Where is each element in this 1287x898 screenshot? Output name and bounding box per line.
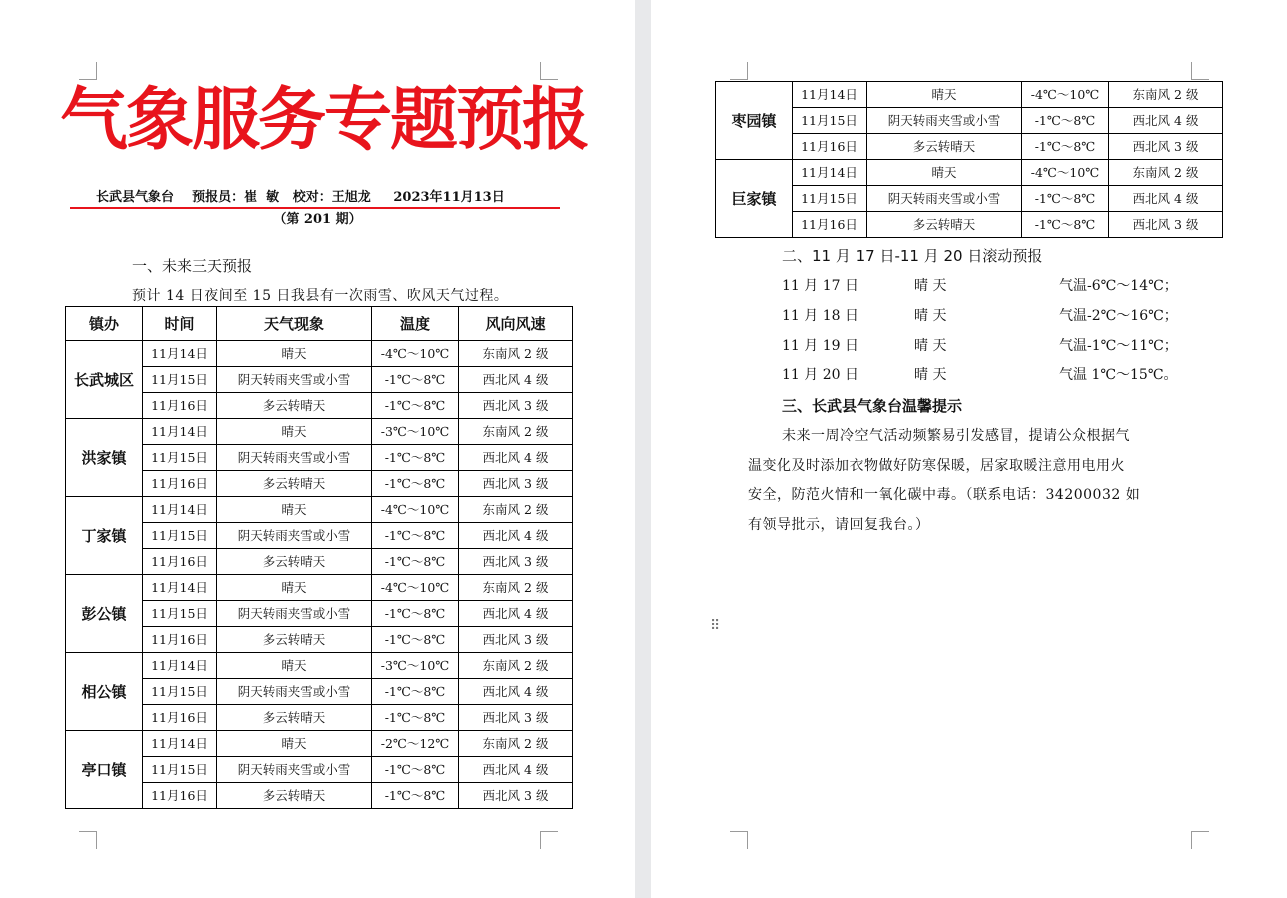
table-row <box>716 160 1223 186</box>
table-row <box>66 705 573 731</box>
rolling-temperature: 气温 1℃～15℃。 <box>1059 367 1178 383</box>
temperature-cell: -1℃～8℃ <box>372 601 459 627</box>
town-cell: 长武城区 <box>66 341 143 419</box>
table-row <box>66 497 573 523</box>
forecast-table <box>65 306 573 809</box>
tip-line: 温变化及时添加衣物做好防寒保暖，居家取暖注意用电用火 <box>748 458 1125 474</box>
temperature-cell: -1℃～8℃ <box>372 445 459 471</box>
wind-cell: 西北风 4 级 <box>1109 108 1223 134</box>
table-row <box>66 367 573 393</box>
weather-cell: 多云转晴天 <box>217 471 372 497</box>
temperature-cell: -1℃～8℃ <box>372 523 459 549</box>
table-header-row <box>66 307 573 341</box>
date-cell: 11月16日 <box>793 212 867 238</box>
temperature-cell: -1℃～8℃ <box>372 705 459 731</box>
tip-line: 安全，防范火情和一氧化碳中毒。（联系电话：34200032 如 <box>748 487 1141 503</box>
table-row <box>66 783 573 809</box>
table-row <box>66 471 573 497</box>
weather-cell: 多云转晴天 <box>217 549 372 575</box>
table-row <box>66 679 573 705</box>
weather-cell: 阴天转雨夹雪或小雪 <box>217 367 372 393</box>
forecast-table-body-continued <box>716 82 1223 238</box>
rolling-temperature: 气温-6℃～14℃； <box>1059 278 1178 294</box>
table-row <box>716 82 1223 108</box>
temperature-cell: -3℃～10℃ <box>372 653 459 679</box>
byline: 长武县气象台 预报员：崔 敏 校对：王旭龙 2023年11月13日 <box>96 190 505 205</box>
weather-cell: 晴天 <box>217 341 372 367</box>
wind-cell: 西北风 3 级 <box>459 549 573 575</box>
rolling-date: 11 月 19 日 <box>782 338 859 354</box>
town-cell: 相公镇 <box>66 653 143 731</box>
date-cell: 11月14日 <box>143 575 217 601</box>
rolling-date: 11 月 20 日 <box>782 367 859 383</box>
date-cell: 11月15日 <box>793 186 867 212</box>
weather-cell: 阴天转雨夹雪或小雪 <box>217 757 372 783</box>
date-cell: 11月16日 <box>143 549 217 575</box>
weather-cell: 多云转晴天 <box>217 705 372 731</box>
temperature-cell: -1℃～8℃ <box>1022 108 1109 134</box>
temperature-cell: -1℃～8℃ <box>372 549 459 575</box>
col-header-date: 时间 <box>143 307 217 341</box>
table-row <box>66 341 573 367</box>
date-cell: 11月16日 <box>143 783 217 809</box>
table-row <box>716 134 1223 160</box>
weather-cell: 晴天 <box>867 160 1022 186</box>
date-cell: 11月14日 <box>143 341 217 367</box>
wind-cell: 西北风 4 级 <box>459 679 573 705</box>
temperature-cell: -1℃～8℃ <box>372 627 459 653</box>
rolling-temperature: 气温-1℃～11℃； <box>1059 338 1178 354</box>
table-row <box>66 627 573 653</box>
forecast-table-body <box>66 341 573 809</box>
col-header-weather: 天气现象 <box>217 307 372 341</box>
wind-cell: 西北风 3 级 <box>459 471 573 497</box>
margin-corner-mark <box>540 62 558 80</box>
table-row <box>66 731 573 757</box>
tip-line: 未来一周冷空气活动频繁易引发感冒，提请公众根据气 <box>782 428 1130 444</box>
col-header-temperature: 温度 <box>372 307 459 341</box>
wind-cell: 东南风 2 级 <box>459 419 573 445</box>
wind-cell: 西北风 4 级 <box>459 367 573 393</box>
town-cell: 丁家镇 <box>66 497 143 575</box>
red-divider <box>70 207 560 209</box>
date-cell: 11月16日 <box>143 471 217 497</box>
margin-corner-mark <box>730 62 748 80</box>
date-cell: 11月14日 <box>793 160 867 186</box>
town-cell: 亭口镇 <box>66 731 143 809</box>
table-row <box>716 186 1223 212</box>
margin-corner-mark <box>1191 831 1209 849</box>
temperature-cell: -1℃～8℃ <box>372 367 459 393</box>
col-header-town: 镇办 <box>66 307 143 341</box>
date-cell: 11月16日 <box>143 705 217 731</box>
margin-corner-mark <box>79 62 97 80</box>
temperature-cell: -4℃～10℃ <box>372 341 459 367</box>
date-cell: 11月16日 <box>793 134 867 160</box>
forecast-table-continued <box>715 81 1223 238</box>
weather-cell: 多云转晴天 <box>217 783 372 809</box>
section-heading-2: 二、11 月 17 日-11 月 20 日滚动预报 <box>782 247 1043 265</box>
weather-cell: 晴天 <box>217 731 372 757</box>
weather-cell: 晴天 <box>217 575 372 601</box>
date-cell: 11月14日 <box>143 419 217 445</box>
section-heading-1: 一、未来三天预报 <box>132 257 253 275</box>
temperature-cell: -3℃～10℃ <box>372 419 459 445</box>
date-cell: 11月15日 <box>143 679 217 705</box>
temperature-cell: -4℃～10℃ <box>372 497 459 523</box>
col-header-wind: 风向风速 <box>459 307 573 341</box>
issue-number: （第 201 期） <box>273 212 362 227</box>
table-row <box>66 523 573 549</box>
date-cell: 11月15日 <box>143 445 217 471</box>
document-title: 气象服务专题预报 <box>60 80 589 160</box>
table-row <box>66 575 573 601</box>
date-cell: 11月16日 <box>143 627 217 653</box>
wind-cell: 东南风 2 级 <box>459 653 573 679</box>
wind-cell: 西北风 3 级 <box>459 783 573 809</box>
date-cell: 11月15日 <box>143 757 217 783</box>
temperature-cell: -1℃～8℃ <box>1022 186 1109 212</box>
table-row <box>66 549 573 575</box>
table-row <box>716 212 1223 238</box>
margin-corner-mark <box>79 831 97 849</box>
wind-cell: 东南风 2 级 <box>1109 160 1223 186</box>
weather-cell: 多云转晴天 <box>217 393 372 419</box>
wind-cell: 西北风 3 级 <box>459 705 573 731</box>
tip-line: 有领导批示，请回复我台。） <box>748 517 930 533</box>
table-row <box>66 445 573 471</box>
date-cell: 11月15日 <box>143 523 217 549</box>
rolling-weather: 晴 天 <box>914 308 947 324</box>
table-row <box>66 601 573 627</box>
wind-cell: 西北风 3 级 <box>1109 134 1223 160</box>
margin-corner-mark <box>540 831 558 849</box>
wind-cell: 东南风 2 级 <box>459 575 573 601</box>
weather-cell: 晴天 <box>217 653 372 679</box>
wind-cell: 西北风 4 级 <box>1109 186 1223 212</box>
rolling-temperature: 气温-2℃～16℃； <box>1059 308 1178 324</box>
rolling-date: 11 月 18 日 <box>782 308 859 324</box>
weather-cell: 阴天转雨夹雪或小雪 <box>217 601 372 627</box>
margin-corner-mark <box>730 831 748 849</box>
wind-cell: 西北风 4 级 <box>459 523 573 549</box>
town-cell: 洪家镇 <box>66 419 143 497</box>
document-page-1 <box>0 0 635 898</box>
date-cell: 11月16日 <box>143 393 217 419</box>
section-heading-3: 三、长武县气象台温馨提示 <box>782 397 963 415</box>
intro-text: 预计 14 日夜间至 15 日我县有一次雨雪、吹风天气过程。 <box>132 288 509 304</box>
weather-cell: 多云转晴天 <box>867 134 1022 160</box>
wind-cell: 西北风 4 级 <box>459 601 573 627</box>
town-cell: 巨家镇 <box>716 160 793 238</box>
weather-cell: 多云转晴天 <box>867 212 1022 238</box>
date-cell: 11月15日 <box>793 108 867 134</box>
rolling-weather: 晴 天 <box>914 278 947 294</box>
wind-cell: 西北风 3 级 <box>459 627 573 653</box>
weather-cell: 晴天 <box>217 497 372 523</box>
weather-cell: 阴天转雨夹雪或小雪 <box>217 679 372 705</box>
weather-cell: 阴天转雨夹雪或小雪 <box>867 108 1022 134</box>
temperature-cell: -1℃～8℃ <box>1022 134 1109 160</box>
temperature-cell: -1℃～8℃ <box>1022 212 1109 238</box>
wind-cell: 西北风 3 级 <box>1109 212 1223 238</box>
temperature-cell: -1℃～8℃ <box>372 757 459 783</box>
rolling-date: 11 月 17 日 <box>782 278 859 294</box>
rolling-weather: 晴 天 <box>914 367 947 383</box>
weather-cell: 阴天转雨夹雪或小雪 <box>217 523 372 549</box>
temperature-cell: -4℃～10℃ <box>1022 82 1109 108</box>
table-row <box>66 757 573 783</box>
weather-cell: 晴天 <box>217 419 372 445</box>
date-cell: 11月15日 <box>143 367 217 393</box>
temperature-cell: -1℃～8℃ <box>372 471 459 497</box>
temperature-cell: -4℃～10℃ <box>372 575 459 601</box>
table-row <box>66 653 573 679</box>
drag-handle-icon[interactable]: ⠿ <box>710 618 721 634</box>
weather-cell: 阴天转雨夹雪或小雪 <box>867 186 1022 212</box>
rolling-weather: 晴 天 <box>914 338 947 354</box>
town-cell: 枣园镇 <box>716 82 793 160</box>
table-row <box>66 393 573 419</box>
weather-cell: 晴天 <box>867 82 1022 108</box>
date-cell: 11月14日 <box>793 82 867 108</box>
date-cell: 11月14日 <box>143 731 217 757</box>
wind-cell: 东南风 2 级 <box>459 731 573 757</box>
wind-cell: 西北风 4 级 <box>459 445 573 471</box>
table-row <box>716 108 1223 134</box>
wind-cell: 东南风 2 级 <box>459 341 573 367</box>
margin-corner-mark <box>1191 62 1209 80</box>
date-cell: 11月15日 <box>143 601 217 627</box>
temperature-cell: -1℃～8℃ <box>372 679 459 705</box>
weather-cell: 阴天转雨夹雪或小雪 <box>217 445 372 471</box>
wind-cell: 西北风 4 级 <box>459 757 573 783</box>
wind-cell: 西北风 3 级 <box>459 393 573 419</box>
temperature-cell: -4℃～10℃ <box>1022 160 1109 186</box>
wind-cell: 东南风 2 级 <box>459 497 573 523</box>
town-cell: 彭公镇 <box>66 575 143 653</box>
date-cell: 11月14日 <box>143 497 217 523</box>
wind-cell: 东南风 2 级 <box>1109 82 1223 108</box>
temperature-cell: -1℃～8℃ <box>372 393 459 419</box>
temperature-cell: -2℃～12℃ <box>372 731 459 757</box>
temperature-cell: -1℃～8℃ <box>372 783 459 809</box>
table-row <box>66 419 573 445</box>
weather-cell: 多云转晴天 <box>217 627 372 653</box>
date-cell: 11月14日 <box>143 653 217 679</box>
